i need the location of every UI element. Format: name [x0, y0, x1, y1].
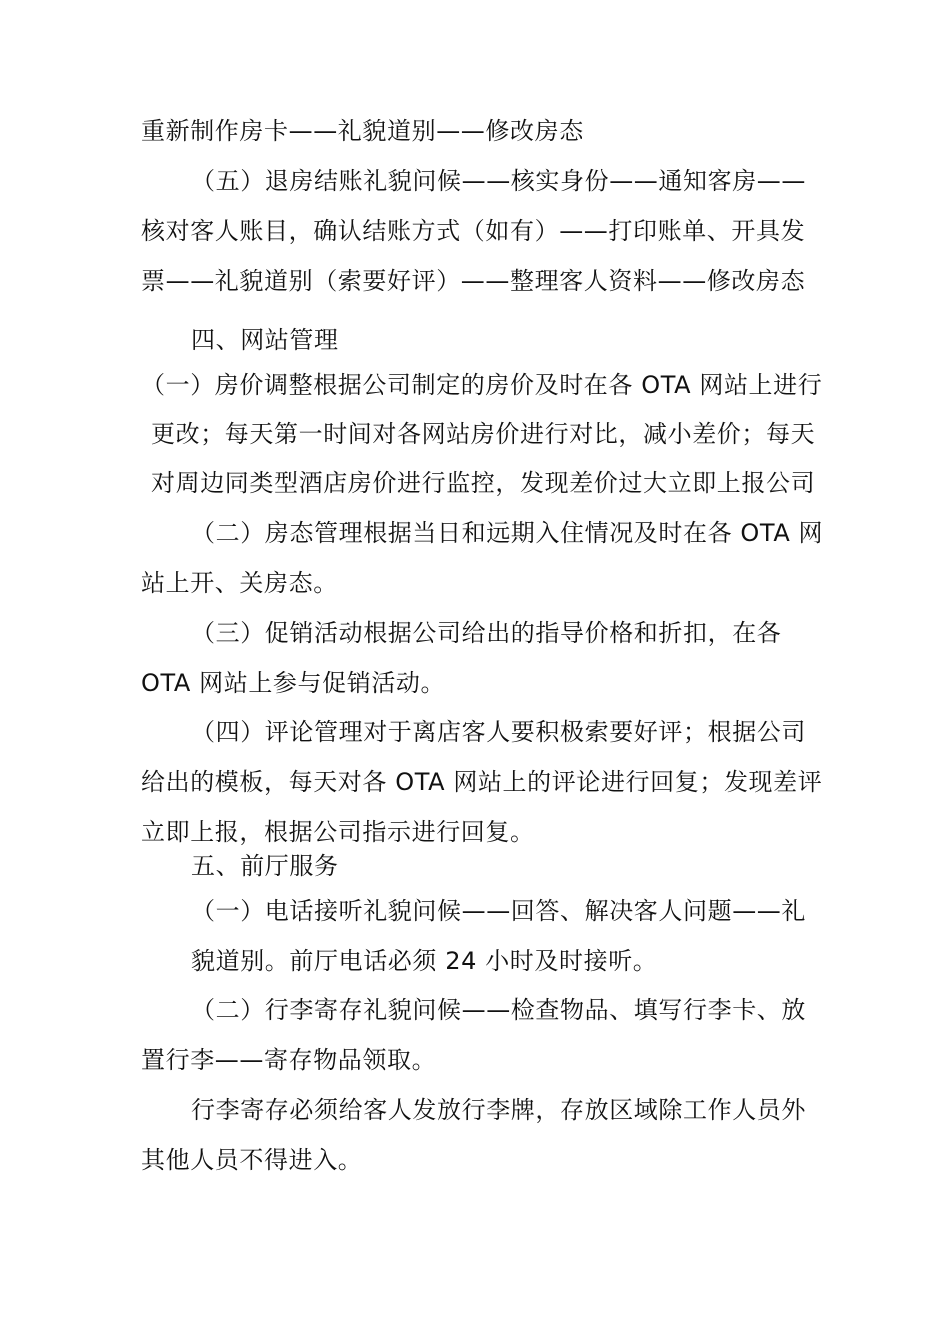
- text-line: （一）房价调整根据公司制定的房价及时在各 OTA 网站上进行: [141, 371, 823, 399]
- text-line: 更改；每天第一时间对各网站房价进行对比，减小差价；每天: [151, 420, 816, 448]
- text-line: 对周边同类型酒店房价进行监控，发现差价过大立即上报公司: [151, 469, 816, 497]
- text-line: 置行李——寄存物品领取。: [141, 1046, 437, 1074]
- text-line: 给出的模板，每天对各 OTA 网站上的评论进行回复；发现差评: [141, 768, 823, 796]
- text-line: （二）房态管理根据当日和远期入住情况及时在各 OTA 网: [191, 519, 824, 547]
- text-line: （四）评论管理对于离店客人要积极索要好评；根据公司: [191, 718, 806, 746]
- text-line: 其他人员不得进入。: [141, 1146, 363, 1174]
- text-line: 行李寄存必须给客人发放行李牌，存放区域除工作人员外: [191, 1096, 806, 1124]
- text-line: 站上开、关房态。: [141, 569, 338, 597]
- text-line: 重新制作房卡——礼貌道别——修改房态: [141, 117, 584, 145]
- text-line: （一）电话接听礼貌问候——回答、解决客人问题——礼: [191, 897, 806, 925]
- text-line: 核对客人账目，确认结账方式（如有）——打印账单、开具发: [141, 217, 806, 245]
- text-line: （三）促销活动根据公司给出的指导价格和折扣，在各: [191, 619, 782, 647]
- text-line: 立即上报，根据公司指示进行回复。: [141, 818, 535, 846]
- text-line: （五）退房结账礼貌问候——核实身份——通知客房——: [191, 167, 806, 195]
- text-line: 貌道别。前厅电话必须 24 小时及时接听。: [191, 947, 658, 975]
- section-heading: 五、前厅服务: [191, 852, 339, 880]
- text-line: （二）行李寄存礼貌问候——检查物品、填写行李卡、放: [191, 996, 806, 1024]
- text-line: OTA 网站上参与促销活动。: [141, 669, 446, 697]
- section-heading: 四、网站管理: [191, 326, 339, 354]
- text-line: 票——礼貌道别（索要好评）——整理客人资料——修改房态: [141, 267, 806, 295]
